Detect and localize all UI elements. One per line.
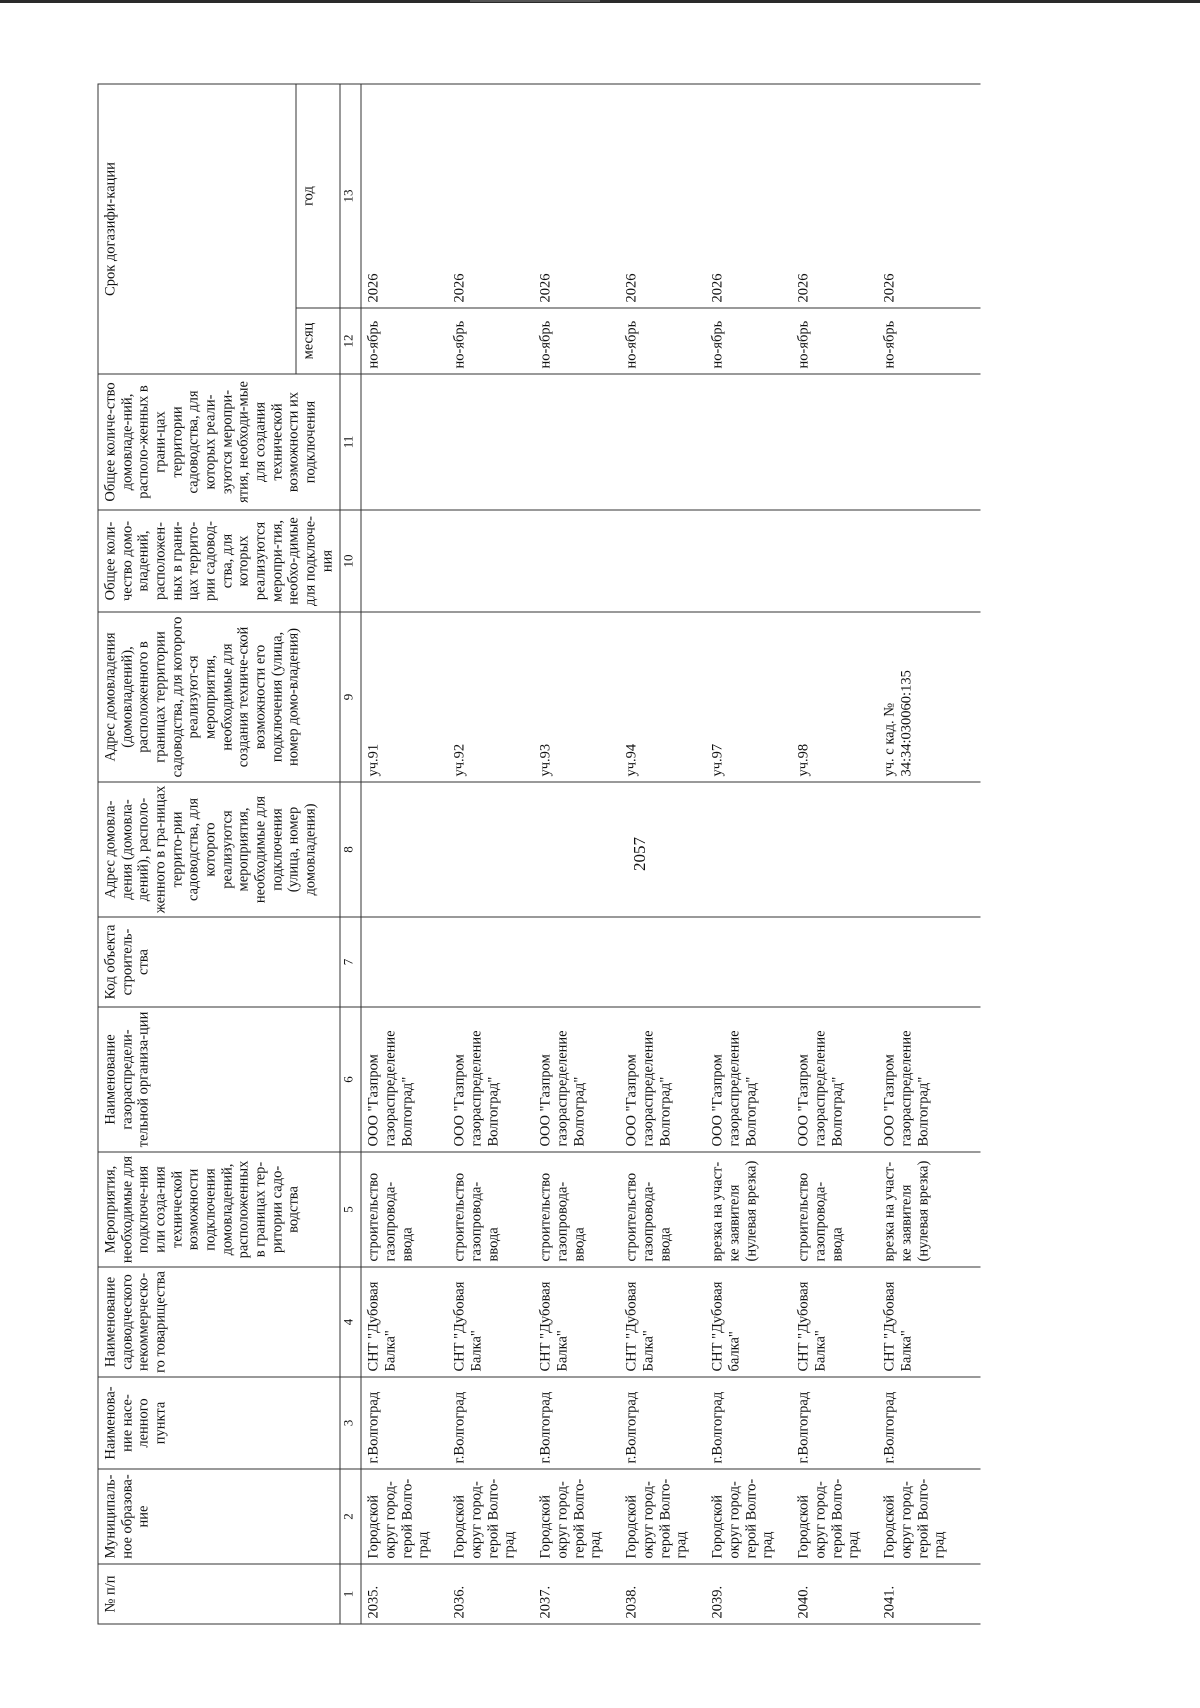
cell-year: 2026 xyxy=(792,84,878,308)
cell-snt: СНТ "Дубовая Балка" xyxy=(361,1267,448,1377)
header-month: месяц xyxy=(296,308,341,374)
cell-address-connection xyxy=(448,782,534,917)
column-number: 4 xyxy=(340,1267,361,1377)
cell-settlement: г.Волгоград xyxy=(534,1377,620,1469)
cell-event: строительство газопровода-ввода xyxy=(620,1152,706,1267)
header-object-code: Код объекта строитель-ства xyxy=(98,917,340,1007)
cell-snt: СНТ "Дубовая балка" xyxy=(706,1267,792,1377)
cell-address-connection xyxy=(878,782,981,917)
header-address-connection: Адрес домовла-дения (домовла-дений), располо-женного в гра-ницах террито-рии садоводства, для которого реализуются мероприятия, необходимые для подключения (улица, номер домовладения) xyxy=(98,782,340,917)
cell-snt: СНТ "Дубовая Балка" xyxy=(620,1267,706,1377)
cell-no: 2038. xyxy=(620,1564,706,1624)
cell-year: 2026 xyxy=(448,84,534,308)
cell-total-technical xyxy=(706,374,792,510)
scan-mark xyxy=(470,0,600,2)
cell-no: 2035. xyxy=(361,1564,448,1624)
column-number: 3 xyxy=(340,1377,361,1469)
header-snt: Наименование садоводческого некоммерческо-го товарищества xyxy=(98,1267,340,1377)
cell-object-code xyxy=(620,917,706,1007)
cell-object-code xyxy=(878,917,981,1007)
cell-municipality: Городской округ город-герой Волго-град xyxy=(620,1469,706,1564)
table-row xyxy=(361,84,448,1624)
cell-gas-organization: ООО "Газпром газораспределение Волгоград" xyxy=(448,1007,534,1152)
table-row xyxy=(792,84,878,1624)
cell-total-technical xyxy=(361,374,448,510)
cell-gas-organization: ООО "Газпром газораспределение Волгоград" xyxy=(792,1007,878,1152)
cell-object-code xyxy=(448,917,534,1007)
cell-municipality: Городской округ город-герой Волго-град xyxy=(706,1469,792,1564)
column-number: 1 xyxy=(340,1564,361,1624)
header-municipality: Муниципаль-ное образова-ние xyxy=(98,1469,340,1564)
cell-address-connection xyxy=(534,782,620,917)
header-row xyxy=(98,84,296,1624)
cell-settlement: г.Волгоград xyxy=(620,1377,706,1469)
cell-municipality: Городской округ город-герой Волго-град xyxy=(534,1469,620,1564)
table-row xyxy=(534,84,620,1624)
cell-month: но-ябрь xyxy=(620,308,706,374)
cell-total-connection xyxy=(620,510,706,612)
cell-snt: СНТ "Дубовая Балка" xyxy=(878,1267,981,1377)
cell-snt: СНТ "Дубовая Балка" xyxy=(448,1267,534,1377)
column-number: 11 xyxy=(340,374,361,510)
column-number: 7 xyxy=(340,917,361,1007)
cell-event: строительство газопровода-ввода xyxy=(534,1152,620,1267)
cell-gas-organization: ООО "Газпром газораспределение Волгоград" xyxy=(534,1007,620,1152)
cell-gas-organization: ООО "Газпром газораспределение Волгоград" xyxy=(620,1007,706,1152)
cell-total-connection xyxy=(706,510,792,612)
column-number-row xyxy=(340,84,361,1624)
cell-month: но-ябрь xyxy=(706,308,792,374)
cell-object-code xyxy=(534,917,620,1007)
column-number: 6 xyxy=(340,1007,361,1152)
cell-gas-organization: ООО "Газпром газораспределение Волгоград" xyxy=(706,1007,792,1152)
cell-event: строительство газопровода-ввода xyxy=(361,1152,448,1267)
cell-settlement: г.Волгоград xyxy=(361,1377,448,1469)
cell-address-technical: уч.93 xyxy=(534,612,620,782)
header-gas-organization: Наименование газораспредели-тельной организа-ции xyxy=(98,1007,340,1152)
table-row xyxy=(706,84,792,1624)
cell-month: но-ябрь xyxy=(878,308,981,374)
cell-total-connection xyxy=(534,510,620,612)
cell-object-code xyxy=(792,917,878,1007)
cell-settlement: г.Волгоград xyxy=(448,1377,534,1469)
cell-year: 2026 xyxy=(878,84,981,308)
cell-year: 2026 xyxy=(534,84,620,308)
cell-settlement: г.Волгоград xyxy=(706,1377,792,1469)
cell-object-code xyxy=(706,917,792,1007)
cell-month: но-ябрь xyxy=(534,308,620,374)
header-total-connection: Общее коли-чество домо-владений, расположен-ных в грани-цах террито-рии садовод-ства, для которых реализуются меропри-тия, необхо-димые для подключе-ния xyxy=(98,510,340,612)
cell-total-technical xyxy=(534,374,620,510)
header-deadline: Срок догазифи-кации xyxy=(98,84,296,374)
cell-event: врезка на участ-ке заявителя (нулевая врезка) xyxy=(706,1152,792,1267)
header-total-technical: Общее количе-ство домовладе-ний, располо-женных в грани-цах территории садоводства, для которых реали-зуются меропри-ятия, необходи-мые для создания технической возможности их подключения xyxy=(98,374,340,510)
header-year: год xyxy=(296,84,341,308)
column-number: 5 xyxy=(340,1152,361,1267)
rotated-page-content xyxy=(98,84,1103,1624)
cell-address-technical: уч.92 xyxy=(448,612,534,782)
cell-address-technical: уч.91 xyxy=(361,612,448,782)
cell-address-connection xyxy=(620,782,706,917)
cell-object-code xyxy=(361,917,448,1007)
cell-address-connection xyxy=(792,782,878,917)
cell-month: но-ябрь xyxy=(792,308,878,374)
cell-settlement: г.Волгоград xyxy=(878,1377,981,1469)
cell-municipality: Городской округ город-герой Волго-град xyxy=(878,1469,981,1564)
cell-event: строительство газопровода-ввода xyxy=(792,1152,878,1267)
cell-gas-organization: ООО "Газпром газораспределение Волгоград" xyxy=(878,1007,981,1152)
cell-total-technical xyxy=(448,374,534,510)
table-row xyxy=(878,84,981,1624)
cell-month: но-ябрь xyxy=(361,308,448,374)
table-row xyxy=(448,84,534,1624)
cell-address-connection xyxy=(706,782,792,917)
cell-year: 2026 xyxy=(361,84,448,308)
column-number: 10 xyxy=(340,510,361,612)
table-row xyxy=(620,84,706,1624)
cell-event: строительство газопровода-ввода xyxy=(448,1152,534,1267)
cell-address-connection xyxy=(361,782,448,917)
cell-municipality: Городской округ город-герой Волго-град xyxy=(792,1469,878,1564)
cell-snt: СНТ "Дубовая Балка" xyxy=(792,1267,878,1377)
cell-event: врезка на участ-ке заявителя (нулевая врезка) xyxy=(878,1152,981,1267)
header-no: № п/п xyxy=(98,1564,340,1624)
cell-total-connection xyxy=(878,510,981,612)
page-number: 2057 xyxy=(630,837,649,871)
cell-no: 2036. xyxy=(448,1564,534,1624)
header-address-technical: Адрес домовладения (домовладений), расположенного в границах территории садоводства, для которого реализуют-ся мероприятия, необходимые для создания техниче-ской возможности его подключения (улица, номер домо-владения) xyxy=(98,612,340,782)
cell-total-connection xyxy=(361,510,448,612)
cell-no: 2041. xyxy=(878,1564,981,1624)
cell-municipality: Городской округ город-герой Волго-град xyxy=(448,1469,534,1564)
cell-address-technical: уч. с кад. № 34:34:030060:135 xyxy=(878,612,981,782)
cell-total-connection xyxy=(448,510,534,612)
gasification-register-table xyxy=(98,83,981,1624)
cell-gas-organization: ООО "Газпром газораспределение Волгоград" xyxy=(361,1007,448,1152)
cell-municipality: Городской округ город-герой Волго-град xyxy=(361,1469,448,1564)
column-number: 2 xyxy=(340,1469,361,1564)
cell-total-technical xyxy=(792,374,878,510)
cell-address-technical: уч.97 xyxy=(706,612,792,782)
column-number: 8 xyxy=(340,782,361,917)
scan-top-edge xyxy=(0,0,1200,3)
cell-total-connection xyxy=(792,510,878,612)
cell-no: 2039. xyxy=(706,1564,792,1624)
cell-total-technical xyxy=(878,374,981,510)
cell-year: 2026 xyxy=(620,84,706,308)
cell-no: 2040. xyxy=(792,1564,878,1624)
cell-settlement: г.Волгоград xyxy=(792,1377,878,1469)
header-events: Мероприятия, необходимые для подключе-ния или созда-ния технической возможности подключения домовладений, расположенных в границах тер-ритории садо-водства xyxy=(98,1152,340,1267)
cell-no: 2037. xyxy=(534,1564,620,1624)
cell-year: 2026 xyxy=(706,84,792,308)
cell-address-technical: уч.94 xyxy=(620,612,706,782)
cell-snt: СНТ "Дубовая Балка" xyxy=(534,1267,620,1377)
header-settlement: Наименова-ние насе-ленного пункта xyxy=(98,1377,340,1469)
column-number: 13 xyxy=(340,84,361,308)
column-number: 12 xyxy=(340,308,361,374)
cell-address-technical: уч.98 xyxy=(792,612,878,782)
column-number: 9 xyxy=(340,612,361,782)
cell-total-technical xyxy=(620,374,706,510)
cell-month: но-ябрь xyxy=(448,308,534,374)
